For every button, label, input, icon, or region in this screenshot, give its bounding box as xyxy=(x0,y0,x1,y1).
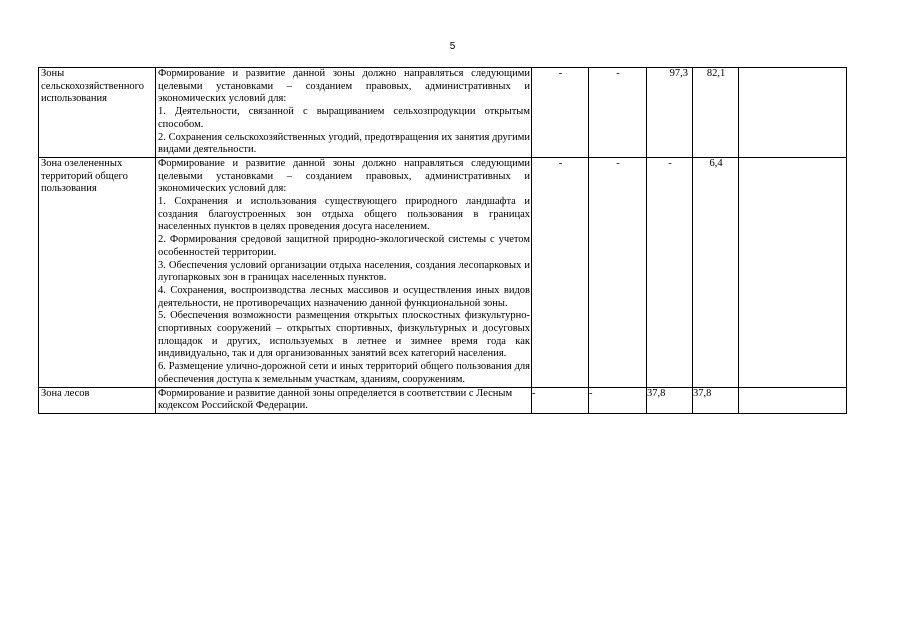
description-paragraph: 3. Обеспечения условий организации отдыха населения, создания лесопарковых и лугопарковых зон в границах населенных пунктов. xyxy=(158,259,530,284)
description-paragraph: 2. Сохранения сельскохозяйственных угодий, предотвращения их занятия другими видами деятельности. xyxy=(158,131,530,156)
description-paragraph: Формирование и развитие данной зоны должно направляться следующими целевыми установками – созданием правовых, административных и экономических условий для: xyxy=(158,157,530,195)
page-number: 5 xyxy=(449,41,456,52)
zone-name-cell: Зона озелененных территорий общего пользования xyxy=(39,157,156,387)
value-cell-5 xyxy=(739,387,847,413)
description-paragraph: 6. Размещение улично-дорожной сети и иных территорий общего пользования для обеспечения доступа к земельным участкам, зданиям, сооружениям. xyxy=(158,361,530,385)
table-row xyxy=(39,68,847,158)
value-cell-2: - xyxy=(589,387,647,413)
value-cell-3: 37,8 xyxy=(647,387,693,413)
table-row xyxy=(39,157,847,387)
description-paragraph: 1. Сохранения и использования существующего природного ландшафта и создания благоустроенных зон отдыха общего пользования в границах населенных пунктов в целях проведения досуга населением. xyxy=(158,196,530,233)
zone-description-cell xyxy=(156,68,532,158)
value-cell-3: 97,3 xyxy=(647,68,693,158)
value-cell-2: - xyxy=(589,157,647,387)
description-paragraph: Формирование и развитие данной зоны должно направляться следующими целевыми установками – созданием правовых, административных и экономических условий для: xyxy=(158,68,530,105)
value-cell-2: - xyxy=(589,68,647,158)
value-cell-4: 82,1 xyxy=(693,68,739,158)
zone-name-cell: Зоны сельскохозяйственного использования xyxy=(39,68,156,158)
value-cell-1: - xyxy=(532,68,589,158)
value-cell-1: - xyxy=(532,157,589,387)
zone-name-cell: Зона лесов xyxy=(39,387,156,413)
zone-description-cell xyxy=(156,387,532,413)
description-paragraph: 1. Деятельности, связанной с выращиванием сельхозпродукции открытым способом. xyxy=(158,106,530,130)
zone-description-cell xyxy=(156,157,532,387)
description-paragraph: Формирование и развитие данной зоны определяется в соответствии с Лесным кодексом Российской Федерации. xyxy=(158,387,513,412)
zones-table xyxy=(38,67,847,414)
value-cell-3: - xyxy=(647,157,693,387)
value-cell-4: 6,4 xyxy=(693,157,739,387)
table-row xyxy=(39,387,847,413)
value-cell-5 xyxy=(739,157,847,387)
value-cell-5 xyxy=(739,68,847,158)
description-paragraph: 2. Формирования средовой защитной природно-экологической системы с учетом особенностей территории. xyxy=(158,234,530,258)
value-cell-4: 37,8 xyxy=(693,387,739,413)
value-cell-1: - xyxy=(532,387,589,413)
description-paragraph: 5. Обеспечения возможности размещения открытых плоскостных физкультурно-спортивных сооружений – открытых спортивных, физкультурных и досуговых площадок и других, используемых в летнее и зимнее время года как индивидуально, так и для организованных занятий всех категорий населения. xyxy=(158,310,530,360)
description-paragraph: 4. Сохранения, воспроизводства лесных массивов и осуществления иных видов деятельности, не противоречащих назначению данной функциональной зоны. xyxy=(158,284,530,309)
